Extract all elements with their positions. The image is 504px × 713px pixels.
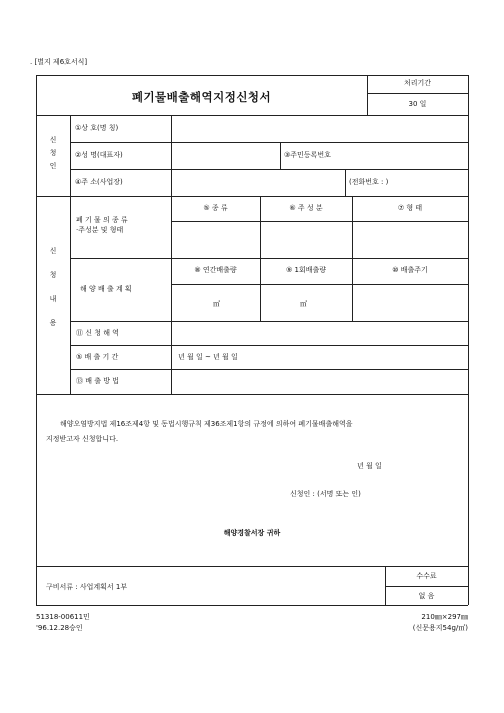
waste-type-label-line2: ·주성분 및 형태 bbox=[76, 226, 124, 234]
address-field[interactable] bbox=[172, 170, 344, 195]
discharge-period-label: ⑤ 배 출 기 간 bbox=[76, 353, 119, 361]
processing-period-value: 30 일 bbox=[408, 100, 427, 108]
discharge-method-field[interactable] bbox=[172, 370, 467, 393]
main-component-field[interactable] bbox=[261, 222, 351, 257]
declaration-line2: 지정받고자 신청합니다. bbox=[46, 435, 119, 443]
phone-label: (전화번호 : ) bbox=[349, 178, 389, 186]
main-component-header: ⑥ 주 성 분 bbox=[289, 204, 323, 212]
annual-discharge-header: ⑧ 연간배출량 bbox=[194, 266, 237, 274]
paper-type: (신문용지54g/㎡) bbox=[412, 624, 468, 632]
application-area-field[interactable] bbox=[172, 322, 467, 344]
company-name-field[interactable] bbox=[172, 116, 467, 141]
representative-name-field[interactable] bbox=[172, 143, 279, 168]
paper-size: 210㎜×297㎜ bbox=[421, 613, 468, 621]
fee-label: 수수료 bbox=[416, 572, 437, 580]
representative-name-label: ②성 명(대표자) bbox=[75, 151, 123, 159]
discharge-period-value: 년 월 일 ~ 년 월 일 bbox=[178, 353, 238, 361]
applicant-signature-line: 신청인 : (서명 또는 인) bbox=[290, 490, 361, 498]
recipient: 해양경찰서장 귀하 bbox=[223, 529, 281, 537]
form-header: ⑦ 형 태 bbox=[397, 204, 423, 212]
per-time-unit: ㎥ bbox=[300, 300, 307, 308]
discharge-cycle-header: ⑩ 배출주기 bbox=[392, 266, 428, 274]
form-code: 51318-00611민 bbox=[36, 613, 90, 621]
form-field[interactable] bbox=[353, 222, 467, 257]
per-time-discharge-header: ⑨ 1회배출량 bbox=[285, 266, 326, 274]
processing-period-label: 처리기간 bbox=[403, 79, 432, 87]
annual-unit: ㎥ bbox=[213, 300, 220, 308]
resident-number-label: ③주민등록번호 bbox=[284, 151, 331, 159]
address-label: ④주 소(사업장) bbox=[75, 178, 123, 186]
fee-value: 없 음 bbox=[418, 592, 435, 600]
per-time-discharge-field[interactable] bbox=[261, 285, 351, 320]
discharge-plan-label: 해 양 배 출 계 획 bbox=[80, 285, 132, 293]
application-date: 년 월 일 bbox=[357, 462, 382, 470]
content-section-label: 신 청 내 용 bbox=[49, 247, 57, 327]
approval-date: '96.12.28승인 bbox=[36, 624, 83, 632]
discharge-method-label: ⑬ 배 출 방 법 bbox=[76, 377, 119, 385]
waste-type-label-line1: 폐 기 물 의 종 류 bbox=[76, 216, 128, 224]
form-number: . [별지 제6호서식] bbox=[30, 58, 88, 66]
document-title: 폐기물배출해역지정신청서 bbox=[131, 90, 272, 104]
discharge-cycle-field[interactable] bbox=[353, 285, 467, 320]
attachments: 구비서류 : 사업계획서 1부 bbox=[46, 583, 128, 591]
declaration-line1: 해양오염방지법 제16조제4항 및 동법시행규칙 제36조제1항의 규정에 의하여 폐기물배출해역을 bbox=[60, 420, 353, 428]
resident-number-field[interactable] bbox=[350, 143, 467, 168]
kind-field[interactable] bbox=[172, 222, 259, 257]
applicant-section-label: 신 청 인 bbox=[49, 136, 57, 170]
company-name-label: ①상 호(명 칭) bbox=[75, 124, 119, 132]
application-area-label: ⑪ 신 청 해 역 bbox=[76, 329, 119, 337]
annual-discharge-field[interactable] bbox=[172, 285, 259, 320]
kind-header: ⑤ 종 류 bbox=[203, 204, 228, 212]
